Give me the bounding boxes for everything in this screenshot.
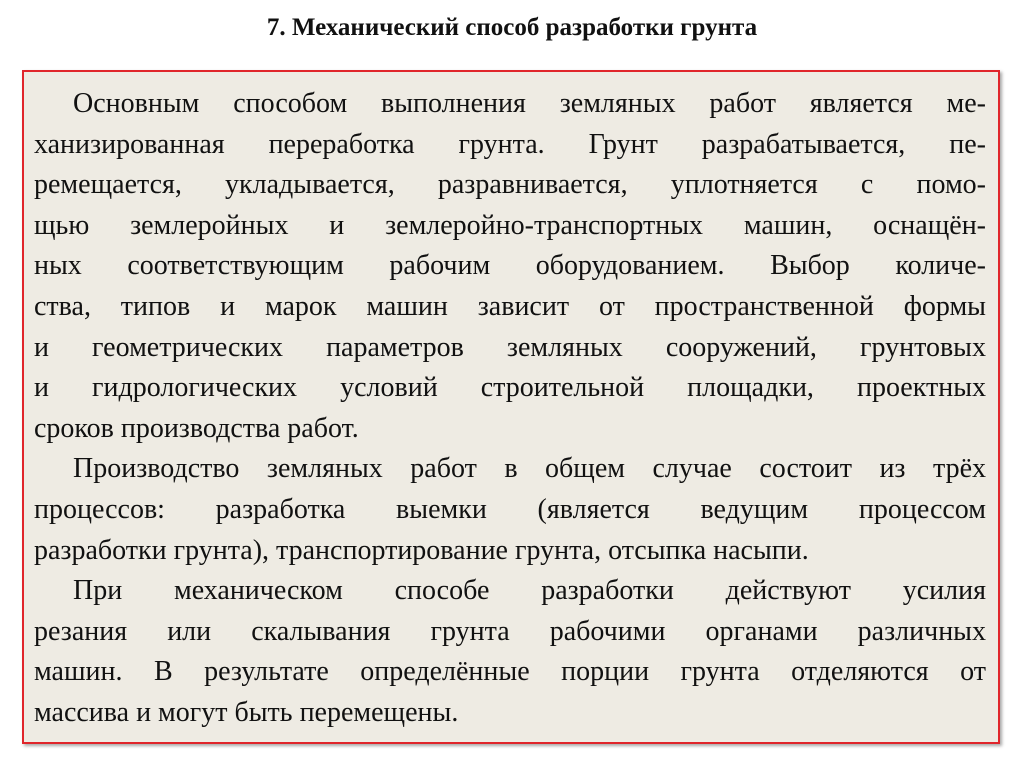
paragraph-2-line: разработки грунта), транспортирование грунта, отсыпка насыпи. <box>34 534 809 566</box>
paragraph-1-line: ханизированная переработка грунта. Грунт разрабатывается, пе- <box>34 128 986 160</box>
paragraph-2-line: процессов: разработка выемки (является ведущим процессом <box>34 493 986 525</box>
text-frame <box>22 70 1000 744</box>
paragraph-3-line: машин. В результате определённые порции грунта отделяются от <box>34 656 986 688</box>
paragraph-1-line: ных соответствующим рабочим оборудованием. Выбор количе- <box>34 250 986 282</box>
paragraph-1-line: и гидрологических условий строительной площадки, проектных <box>34 372 986 404</box>
paragraph-2-line: Производство земляных работ в общем случае состоит из трёх <box>73 453 986 485</box>
paragraph-1-line: сроков производства работ. <box>34 412 359 444</box>
paragraph-3-line: При механическом способе разработки действуют усилия <box>73 575 986 607</box>
paragraph-3-line: резания или скалывания грунта рабочими органами различных <box>34 615 986 647</box>
body-text <box>34 84 986 734</box>
paragraph-1-line: щью землеройных и землеройно-транспортных машин, оснащён- <box>34 209 986 241</box>
paragraph-1-line: Основным способом выполнения земляных работ является ме- <box>73 88 986 119</box>
paragraph-3-line: массива и могут быть перемещены. <box>34 696 459 728</box>
slide-title: 7. Механический способ разработки грунта <box>266 14 758 41</box>
paragraph-1-line: ства, типов и марок машин зависит от пространственной формы <box>34 290 986 322</box>
paragraph-1-line: ремещается, укладывается, разравнивается, уплотняется с помо- <box>34 169 986 201</box>
paragraph-1-line: и геометрических параметров земляных сооружений, грунтовых <box>34 331 986 363</box>
